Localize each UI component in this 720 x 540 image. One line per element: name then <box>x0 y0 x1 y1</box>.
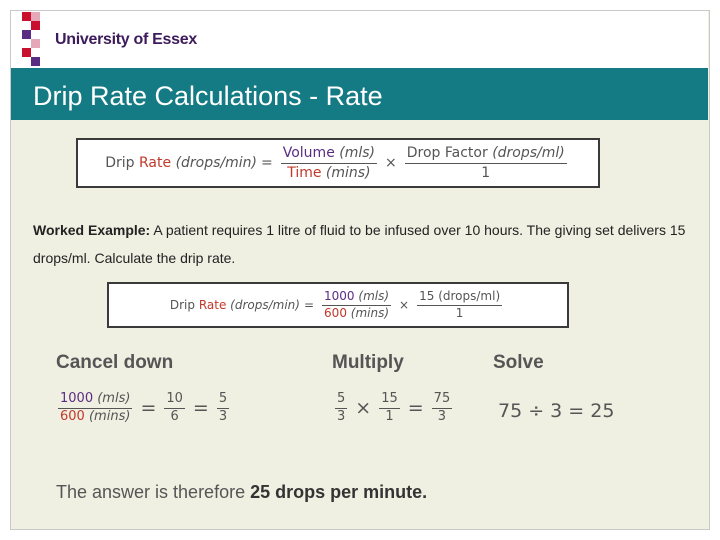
answer-text: The answer is therefore 25 drops per minute. <box>56 482 428 502</box>
drop-factor-fraction: $\frac{\text{Drop Factor (drops/ml)}}{1}$ <box>406 145 565 181</box>
multiply-equation: $\frac{5}{3}$ × $\frac{15}{1}$ = $\frac{75}{3}$ <box>337 391 451 424</box>
drop-factor-values-fraction: $\frac{\text{15 (drops/ml)}}{1}$ <box>419 288 501 320</box>
worked-example: Worked Example: A patient requires 1 litre of fluid to be infused over 10 hours. The giving set delivers 15 drops/ml. Calculate the drip rate. <box>33 222 686 266</box>
multiply-heading: Multiply <box>332 352 404 373</box>
formula2-lhs: Drip Rate (drops/min) <box>169 298 300 312</box>
university-logo-mark <box>22 12 48 68</box>
formula-lhs: Drip Rate (drops/min) <box>105 155 257 171</box>
solve-equation: 75 ÷ 3 = 25 <box>498 400 615 422</box>
cancel-down-equation: $\frac{\text{1000 (mls)}}{600 (\min s)}$ = $\frac{10}{6}$ = $\frac{5}{3}$ <box>60 391 228 424</box>
title-bar <box>11 68 708 120</box>
drip-rate-formula: Drip Rate (drops/min) = $\frac{\text{Volume (mls)}}{\text{Time (mins)}}$ × $\frac{\text{Drop Factor (drops/ml)}}{1}$ <box>76 138 600 188</box>
volume-time-values-fraction: $\frac{\text{1000 (mls)}}{600 (\min s)}$ <box>324 288 390 320</box>
university-logo-text: University of Essex <box>55 31 197 48</box>
volume-time-fraction: $\frac{\text{Volume (mls)}}{\text{Time (mins)}}$ <box>282 145 376 181</box>
cancel-down-heading: Cancel down <box>56 352 174 373</box>
solve-heading: Solve <box>493 352 544 373</box>
worked-formula: Drip Rate (drops/min) = $\frac{\text{1000 (mls)}}{600 (\min s)}$ × $\frac{\text{15 (drops/ml)}}{1}$ <box>107 282 569 328</box>
slide-title: Drip Rate Calculations - Rate <box>33 81 383 111</box>
